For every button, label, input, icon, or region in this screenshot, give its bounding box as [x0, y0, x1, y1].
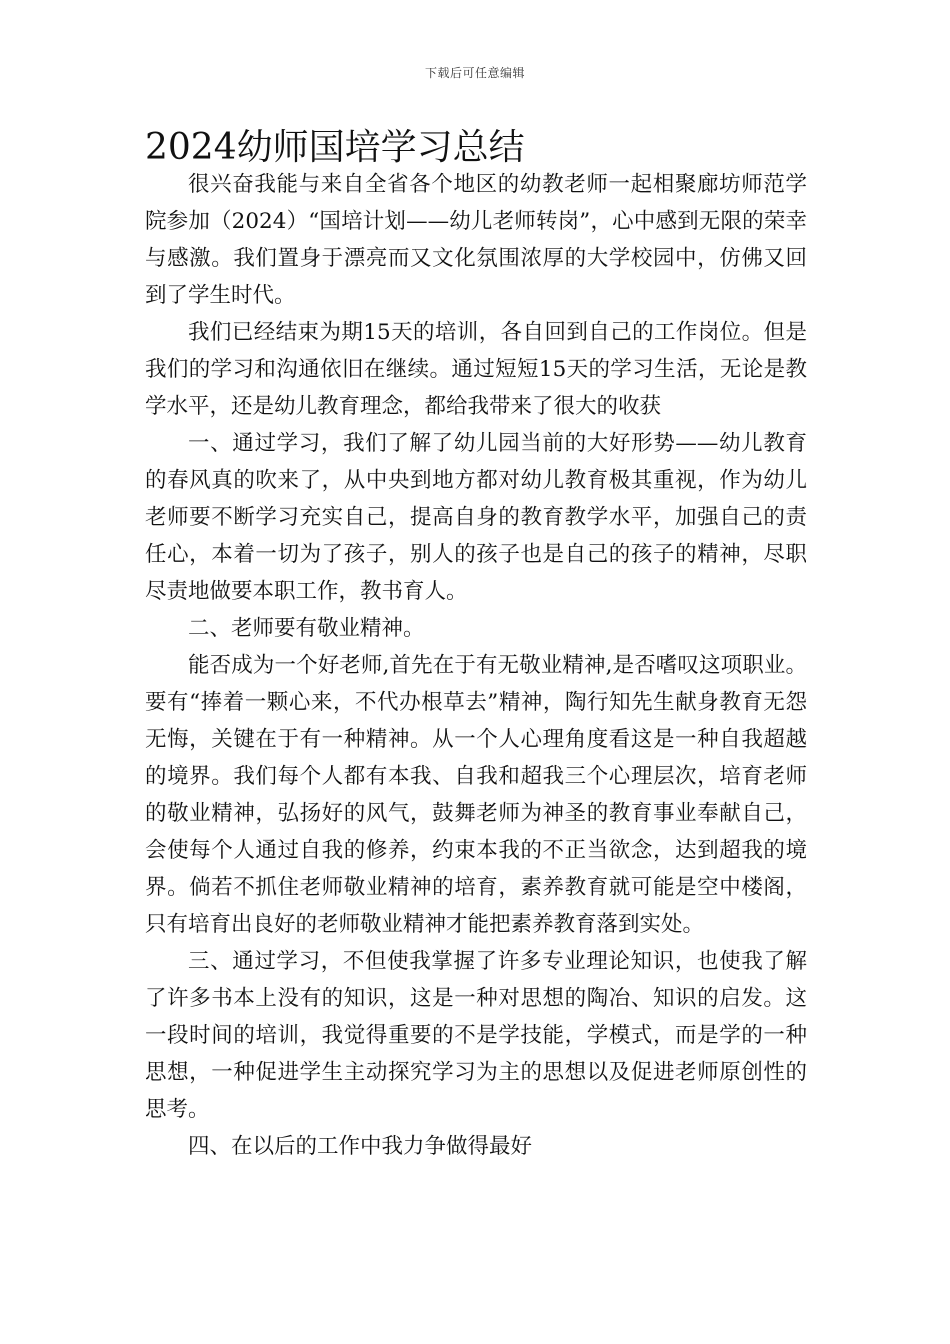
paragraph-point-three: 三、通过学习，不但使我掌握了许多专业理论知识，也使我了解了许多书本上没有的知识，这是一种对思想的陶冶、知识的启发。这一段时间的培训，我觉得重要的不是学技能，学模式，而是学的一种思想，一种促进学生主动探究学习为主的思想以及促进老师原创性的思考。 — [145, 949, 807, 1122]
paragraph-dedication: 能否成为一个好老师,首先在于有无敬业精神,是否嗜叹这项职业。要有“捧着一颗心来，不代办根草去”精神，陶行知先生献身教育无怨无悔，关键在于有一种精神。从一个人心理角度看这是一种自我超越的境界。我们每个人都有本我、自我和超我三个心理层次，培育老师的敬业精神，弘扬好的风气，鼓舞老师为神圣的教育事业奉献自己，会使每个人通过自我的修养，约束本我的不正当欲念，达到超我的境界。倘若不抓住老师敬业精神的培育，素养教育就可能是空中楼阁，只有培育出良好的老师敬业精神才能把素养教育落到实处。 — [145, 653, 807, 937]
paragraph-point-two-heading: 二、老师要有敬业精神。 — [188, 616, 425, 641]
header-note: 下载后可任意编辑 — [424, 66, 525, 80]
paragraph-intro: 很兴奋我能与来自全省各个地区的幼教老师一起相聚廊坊师范学院参加（2024）“国培计划——幼儿老师转岗”，心中感到无限的荣幸与感激。我们置身于漂亮而又文化氛围浓厚的大学校园中，仿佛又回到了学生时代。 — [145, 172, 807, 308]
document-title: 2024幼师国培学习总结 — [145, 127, 525, 168]
paragraph-point-one: 一、通过学习，我们了解了幼儿园当前的大好形势——幼儿教育的春风真的吹来了，从中央到地方都对幼儿教育极其重视，作为幼儿老师要不断学习充实自己，提高自身的教育教学水平，加强自己的责任心，本着一切为了孩子，别人的孩子也是自己的孩子的精神，尽职尽责地做要本职工作，教书育人。 — [145, 431, 807, 604]
paragraph-point-four: 四、在以后的工作中我力争做得最好 — [188, 1134, 533, 1159]
paragraph-training-summary: 我们已经结束为期15天的培训，各自回到自己的工作岗位。但是我们的学习和沟通依旧在继续。通过短短15天的学习生活，无论是教学水平，还是幼儿教育理念，都给我带来了很大的收获 — [145, 320, 807, 419]
document-body — [145, 122, 807, 1165]
